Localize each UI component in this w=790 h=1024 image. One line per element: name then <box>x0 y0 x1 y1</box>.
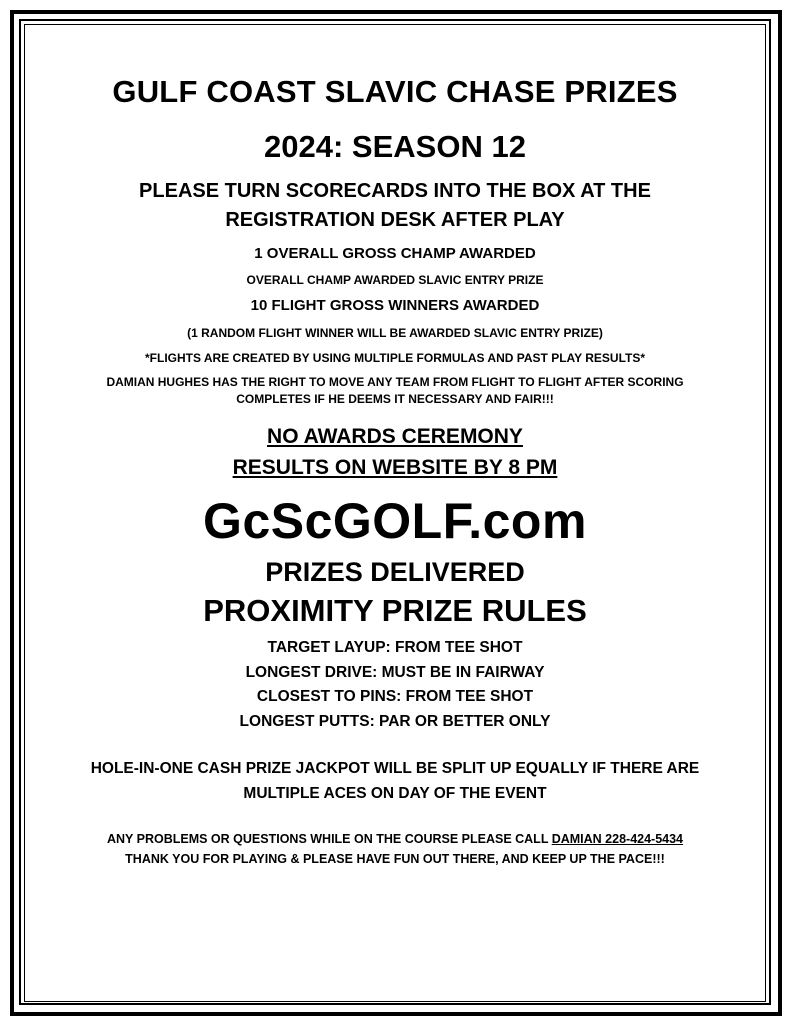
contact-phone[interactable]: DAMIAN 228-424-5434 <box>551 831 684 846</box>
rule-item: TARGET LAYUP: FROM TEE SHOT <box>267 638 523 656</box>
overall-champ: 1 OVERALL GROSS CHAMP AWARDED <box>254 245 536 263</box>
flights-note: *FLIGHTS ARE CREATED BY USING MULTIPLE FORMULAS AND PAST PLAY RESULTS* <box>144 350 646 365</box>
overall-champ-prize: OVERALL CHAMP AWARDED SLAVIC ENTRY PRIZE <box>246 272 544 287</box>
flight-winners: 10 FLIGHT GROSS WINNERS AWARDED <box>250 297 540 314</box>
website-link[interactable]: GcScGOLF.com <box>203 493 587 550</box>
flyer-title: GULF COAST SLAVIC CHASE PRIZES <box>112 74 678 109</box>
results-notice: RESULTS ON WEBSITE BY 8 PM <box>232 455 558 479</box>
problems-line <box>30 829 760 849</box>
proximity-rules-heading: PROXIMITY PRIZE RULES <box>203 593 587 629</box>
problems-text: ANY PROBLEMS OR QUESTIONS WHILE ON THE COURSE PLEASE CALL <box>106 831 552 846</box>
thank-you-line: THANK YOU FOR PLAYING & PLEASE HAVE FUN OUT THERE, AND KEEP UP THE PACE!!! <box>125 851 665 866</box>
proximity-rules-list <box>30 636 760 735</box>
hole-in-one-note: HOLE-IN-ONE CASH PRIZE JACKPOT WILL BE SPLIT UP EQUALLY IF THERE ARE MULTIPLE ACES ON DAY OF THE EVENT <box>90 759 700 802</box>
prizes-delivered: PRIZES DELIVERED <box>265 557 525 588</box>
flyer-content <box>30 74 760 869</box>
scorecards-instruction: PLEASE TURN SCORECARDS INTO THE BOX AT THE REGISTRATION DESK AFTER PLAY <box>139 180 651 232</box>
rule-item: CLOSEST TO PINS: FROM TEE SHOT <box>256 688 534 706</box>
season-heading: 2024: SEASON 12 <box>264 128 526 164</box>
random-flight-note: (1 RANDOM FLIGHT WINNER WILL BE AWARDED SLAVIC ENTRY PRIZE) <box>187 325 603 340</box>
rule-item: LONGEST PUTTS: PAR OR BETTER ONLY <box>239 713 551 731</box>
rule-item: LONGEST DRIVE: MUST BE IN FAIRWAY <box>245 663 545 681</box>
no-awards-ceremony: NO AWARDS CEREMONY <box>267 424 523 448</box>
damian-note: DAMIAN HUGHES HAS THE RIGHT TO MOVE ANY TEAM FROM FLIGHT TO FLIGHT AFTER SCORING COMPLETES IF HE DEEMS IT NECESSARY AND FAIR!!! <box>106 375 684 407</box>
